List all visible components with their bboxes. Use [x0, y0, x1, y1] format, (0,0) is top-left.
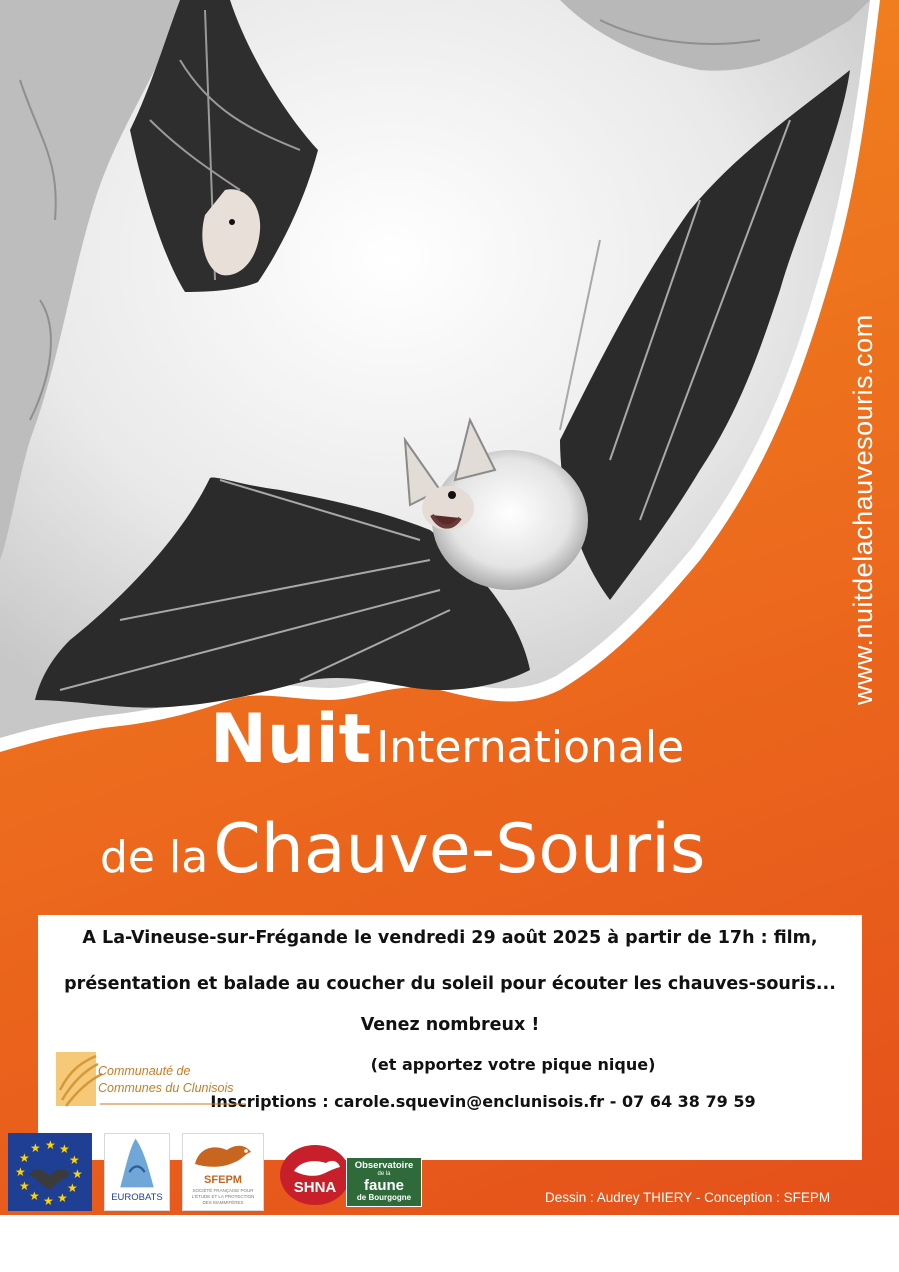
eu-stars-bat-icon: [9, 1134, 91, 1210]
website-url[interactable]: www.nuitdelachauvesouris.com: [848, 314, 878, 705]
svg-text:★: ★: [59, 1142, 70, 1156]
svg-text:★: ★: [15, 1165, 26, 1179]
event-line-2: présentation et balade au coucher du soleil pour écouter les chauves-souris...: [64, 974, 836, 994]
svg-text:★: ★: [69, 1153, 80, 1167]
svg-text:★: ★: [29, 1189, 40, 1203]
sfepm-subtitle: SOCIÉTÉ FRANÇAISE POUR L'ÉTUDE ET LA PROTECTION DES MAMMIFÈRES: [191, 1188, 255, 1205]
title-internationale: Internationale: [376, 722, 685, 773]
svg-text:★: ★: [67, 1181, 78, 1195]
event-line-3: Venez nombreux !: [360, 1015, 540, 1035]
svg-text:★: ★: [72, 1167, 83, 1181]
svg-text:★: ★: [19, 1151, 30, 1165]
svg-text:★: ★: [30, 1141, 41, 1155]
svg-text:★: ★: [43, 1194, 54, 1208]
mustelid-icon: [183, 1134, 263, 1174]
event-line-4: (et apportez votre pique nique): [370, 1055, 656, 1074]
svg-text:★: ★: [45, 1138, 56, 1152]
otter-icon: [280, 1145, 350, 1205]
cc-clunisois-text: [98, 1063, 233, 1097]
sfepm-label: SFEPM: [204, 1174, 242, 1186]
obs-line-3: faune: [363, 1177, 404, 1194]
sfepm-logo: [182, 1133, 264, 1211]
eurobats-icon: [105, 1134, 169, 1192]
cc-line-2: Communes du Clunisois: [98, 1081, 234, 1095]
shna-logo: [280, 1145, 350, 1205]
svg-text:★: ★: [57, 1191, 68, 1205]
eu-logo: [8, 1133, 92, 1211]
registration-line[interactable]: Inscriptions : carole.squevin@enclunisois.fr - 07 64 38 79 59: [210, 1092, 756, 1111]
eurobats-label: EUROBATS: [111, 1192, 163, 1203]
title-line-1: [210, 700, 684, 779]
shna-label: SHNA: [293, 1179, 337, 1196]
title-line-2: [100, 810, 705, 889]
event-line-1: A La-Vineuse-sur-Frégande le vendredi 29 août 2025 à partir de 17h : film,: [82, 928, 818, 948]
credit-line: Dessin : Audrey THIERY - Conception : SFEPM: [545, 1190, 831, 1205]
title-chauve-souris: Chauve-Souris: [213, 810, 706, 889]
event-info-box: [38, 915, 862, 1160]
cc-line-1: Communauté de: [98, 1064, 191, 1078]
title-nuit: Nuit: [210, 700, 372, 779]
eurobats-logo: [104, 1133, 170, 1211]
obs-line-2: de la: [377, 1171, 391, 1177]
observatoire-logo: [346, 1157, 422, 1207]
obs-line-4: de Bourgogne: [356, 1193, 412, 1202]
title-de-la: de la: [100, 832, 209, 883]
obs-line-1: Observatoire: [354, 1160, 414, 1171]
svg-text:★: ★: [19, 1179, 30, 1193]
